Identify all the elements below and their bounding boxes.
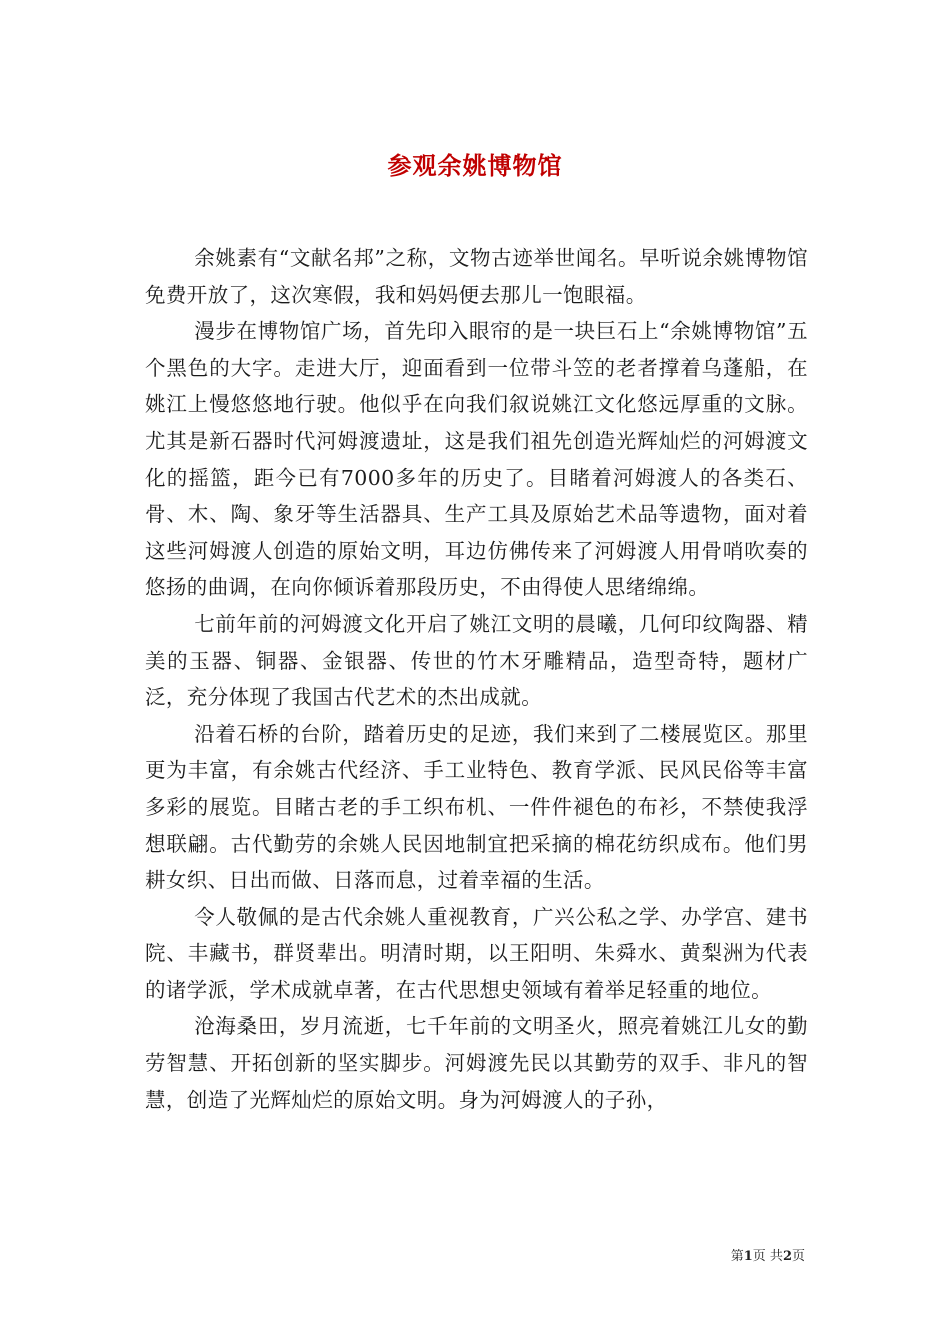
document-body [145, 240, 808, 1118]
page-number-footer [731, 1248, 805, 1266]
footer-prefix: 第 [730, 1249, 744, 1264]
paragraph-6: 沧海桑田，岁月流逝，七千年前的文明圣火，照亮着姚江儿女的勤劳智慧、开拓创新的坚实脚步。河姆渡先民以其勤劳的双手、非凡的智慧，创造了光辉灿烂的原始文明。身为河姆渡人的子孙， [145, 1014, 808, 1112]
footer-total-pages: 2 [782, 1249, 792, 1264]
paragraph-5: 令人敬佩的是古代余姚人重视教育，广兴公私之学、办学宫、建书院、丰藏书，群贤辈出。明清时期，以王阳明、朱舜水、黄梨洲为代表的诸学派，学术成就卓著，在古代思想史领域有着举足轻重的地位。 [145, 904, 808, 1002]
paragraph-4: 沿着石桥的台阶，踏着历史的足迹，我们来到了二楼展览区。那里更为丰富，有余姚古代经济、手工业特色、教育学派、民风民俗等丰富多彩的展览。目睹古老的手工织布机、一件件褪色的布衫，不禁使我浮想联翩。古代勤劳的余姚人民因地制宜把采摘的棉花纺织成布。他们男耕女织、日出而做、日落而息，过着幸福的生活。 [145, 721, 808, 893]
paragraph-1: 余姚素有“文献名邦”之称，文物古迹举世闻名。早听说余姚博物馆免费开放了，这次寒假，我和妈妈便去那儿一饱眼福。 [145, 246, 808, 307]
footer-current-page: 1 [743, 1249, 753, 1264]
paragraph-2: 漫步在博物馆广场，首先印入眼帘的是一块巨石上“余姚博物馆”五个黑色的大字。走进大厅，迎面看到一位带斗笠的老者撑着乌蓬船，在姚江上慢悠悠地行驶。他似乎在向我们叙说姚江文化悠远厚重的文脉。尤其是新石器时代河姆渡遗址，这是我们祖先创造光辉灿烂的河姆渡文化的摇篮，距今已有7000多年的历史了。目睹着河姆渡人的各类石、骨、木、陶、象牙等生活器具、生产工具及原始艺术品等遗物，面对着这些河姆渡人创造的原始文明，耳边仿佛传来了河姆渡人用骨哨吹奏的悠扬的曲调，在向你倾诉着那段历史，不由得使人思绪绵绵。 [145, 319, 808, 600]
document-title: 参观余姚博物馆 [387, 151, 563, 181]
footer-middle: 页 共 [752, 1249, 783, 1264]
footer-suffix: 页 [791, 1249, 805, 1264]
paragraph-3: 七前年前的河姆渡文化开启了姚江文明的晨曦，几何印纹陶器、精美的玉器、铜器、金银器、传世的竹木牙雕精品，造型奇特，题材广泛，充分体现了我国古代艺术的杰出成就。 [145, 611, 808, 710]
